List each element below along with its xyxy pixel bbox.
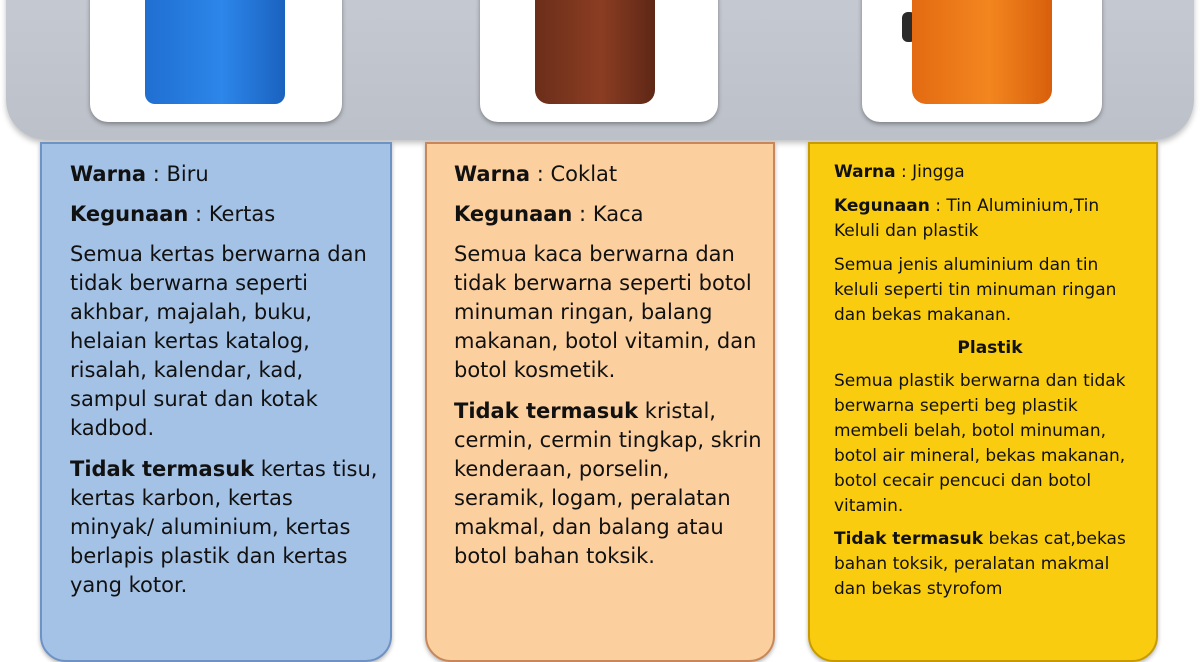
warna-line: Warna : Biru [70,162,209,186]
blue-bin-photo [90,0,342,122]
description: Semua kaca berwarna dan tidak berwarna seperti botol minuman ringan, balang makanan, botol vitamin, dan botol kosmetik. [454,242,757,382]
orange-bin-image [912,0,1052,104]
kegunaan-line: Kegunaan : Tin Aluminium,Tin Keluli dan plastik [834,196,1100,241]
exclusions: Tidak termasuk kristal, cermin, cermin tingkap, skrin kenderaan, porselin, seramik, logam, peralatan makmal, dan balang atau botol bahan toksik. [454,399,762,568]
card-brown-glass [425,142,775,662]
kegunaan-line: Kegunaan : Kertas [70,202,276,226]
brown-bin-photo [480,0,718,122]
kegunaan-line: Kegunaan : Kaca [454,202,644,226]
warna-line: Warna : Coklat [454,162,618,186]
exclusions: Tidak termasuk bekas cat,bekas bahan toksik, peralatan makmal dan bekas styrofom [834,529,1126,599]
card-blue-paper [40,142,392,662]
blue-bin-image [145,0,285,104]
plastik-subheading: Plastik [957,338,1023,358]
plastik-description: Semua plastik berwarna dan tidak berwarna seperti beg plastik membeli belah, botol minuman, botol air mineral, bekas makanan, botol cecair pencuci dan botol vitamin. [834,371,1126,516]
warna-line: Warna : Jingga [834,162,965,182]
exclusions: Tidak termasuk kertas tisu, kertas karbon, kertas minyak/ aluminium, kertas berlapis plastik dan kertas yang kotor. [70,457,378,597]
description: Semua kertas berwarna dan tidak berwarna seperti akhbar, majalah, buku, helaian kertas katalog, risalah, kalendar, kad, sampul surat dan kotak kadbod. [70,242,367,440]
brown-bin-image [535,0,655,104]
card-orange-metal-plastic [808,142,1158,662]
description: Semua jenis aluminium dan tin keluli seperti tin minuman ringan dan bekas makanan. [834,255,1117,325]
orange-bin-photo [862,0,1102,122]
